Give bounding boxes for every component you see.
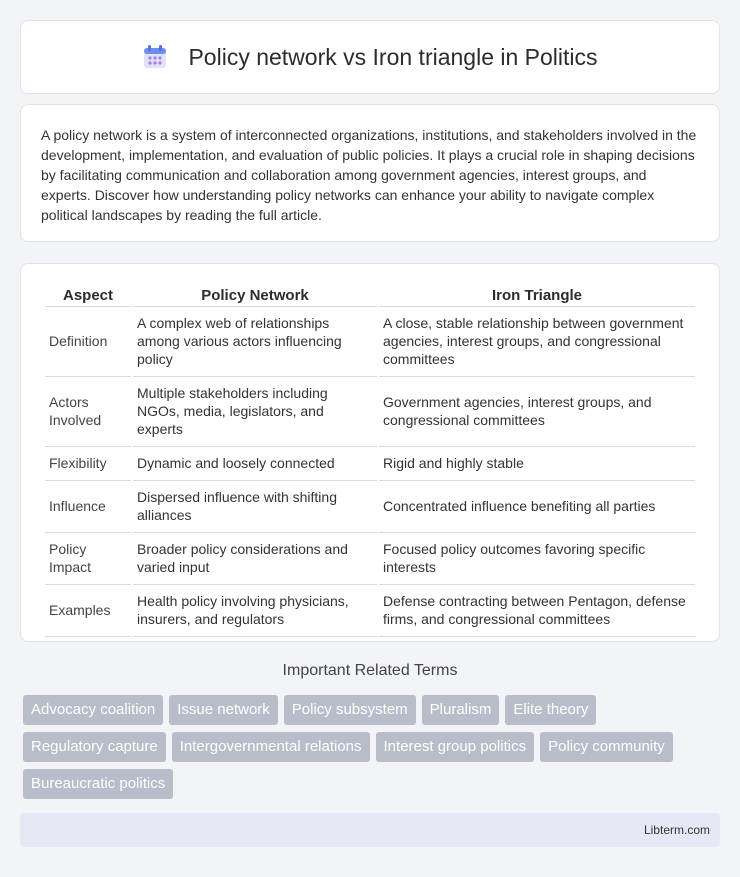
row-policy-network: Broader policy considerations and varied input — [133, 533, 377, 585]
row-policy-network: A complex web of relationships among various actors influencing policy — [133, 307, 377, 377]
table-row — [45, 447, 695, 481]
row-aspect: Flexibility — [45, 447, 131, 481]
row-iron-triangle: Focused policy outcomes favoring specific interests — [379, 533, 695, 585]
tag-regulatory-capture[interactable]: Regulatory capture — [23, 732, 166, 762]
row-policy-network: Dynamic and loosely connected — [133, 447, 377, 481]
tag-policy-community[interactable]: Policy community — [540, 732, 673, 762]
row-iron-triangle: A close, stable relationship between government agencies, interest groups, and congressional committees — [379, 307, 695, 377]
intro-card — [20, 104, 720, 242]
tag-pluralism[interactable]: Pluralism — [422, 695, 500, 725]
row-iron-triangle: Concentrated influence benefiting all parties — [379, 481, 695, 533]
row-aspect: Influence — [45, 481, 131, 533]
tag-policy-subsystem[interactable]: Policy subsystem — [284, 695, 416, 725]
tag-elite-theory[interactable]: Elite theory — [505, 695, 596, 725]
header-policy-network: Policy Network — [133, 284, 377, 307]
row-policy-network: Multiple stakeholders including NGOs, media, legislators, and experts — [133, 377, 377, 447]
table-row — [45, 377, 695, 447]
intro-text: A policy network is a system of interconnected organizations, institutions, and stakeholders involved in the development, implementation, and evaluation of public policies. It plays a crucial role in shaping decisions by facilitating communication and collaboration among government agencies, interest groups, and experts. Discover how understanding policy networks can enhance your ability to navigate complex political landscapes by reading the full article. — [41, 127, 697, 223]
header-iron-triangle: Iron Triangle — [379, 284, 695, 307]
row-aspect: Examples — [45, 585, 131, 637]
tag-intergovernmental-relations[interactable]: Intergovernmental relations — [172, 732, 370, 762]
comparison-table — [43, 284, 697, 637]
row-iron-triangle: Defense contracting between Pentagon, defense firms, and congressional committees — [379, 585, 695, 637]
calendar-icon — [142, 44, 168, 70]
row-aspect: Actors Involved — [45, 377, 131, 447]
tag-bureaucratic-politics[interactable]: Bureaucratic politics — [23, 769, 173, 799]
table-row — [45, 481, 695, 533]
tag-interest-group-politics[interactable]: Interest group politics — [376, 732, 535, 762]
footer — [20, 813, 720, 847]
row-policy-network: Dispersed influence with shifting alliances — [133, 481, 377, 533]
footer-site-link[interactable]: Libterm.com — [643, 823, 710, 837]
related-terms-title: Important Related Terms — [282, 662, 458, 679]
row-iron-triangle: Government agencies, interest groups, and congressional committees — [379, 377, 695, 447]
header-card — [20, 20, 720, 94]
table-row — [45, 585, 695, 637]
table-row — [45, 307, 695, 377]
tag-advocacy-coalition[interactable]: Advocacy coalition — [23, 695, 163, 725]
comparison-card — [20, 263, 720, 642]
header-aspect: Aspect — [45, 284, 131, 307]
row-aspect: Policy Impact — [45, 533, 131, 585]
tag-issue-network[interactable]: Issue network — [169, 695, 278, 725]
page-title: Policy network vs Iron triangle in Politics — [188, 43, 598, 70]
table-header-row — [45, 284, 695, 307]
table-row — [45, 533, 695, 585]
related-terms-list — [23, 695, 723, 799]
row-iron-triangle: Rigid and highly stable — [379, 447, 695, 481]
row-policy-network: Health policy involving physicians, insurers, and regulators — [133, 585, 377, 637]
row-aspect: Definition — [45, 307, 131, 377]
